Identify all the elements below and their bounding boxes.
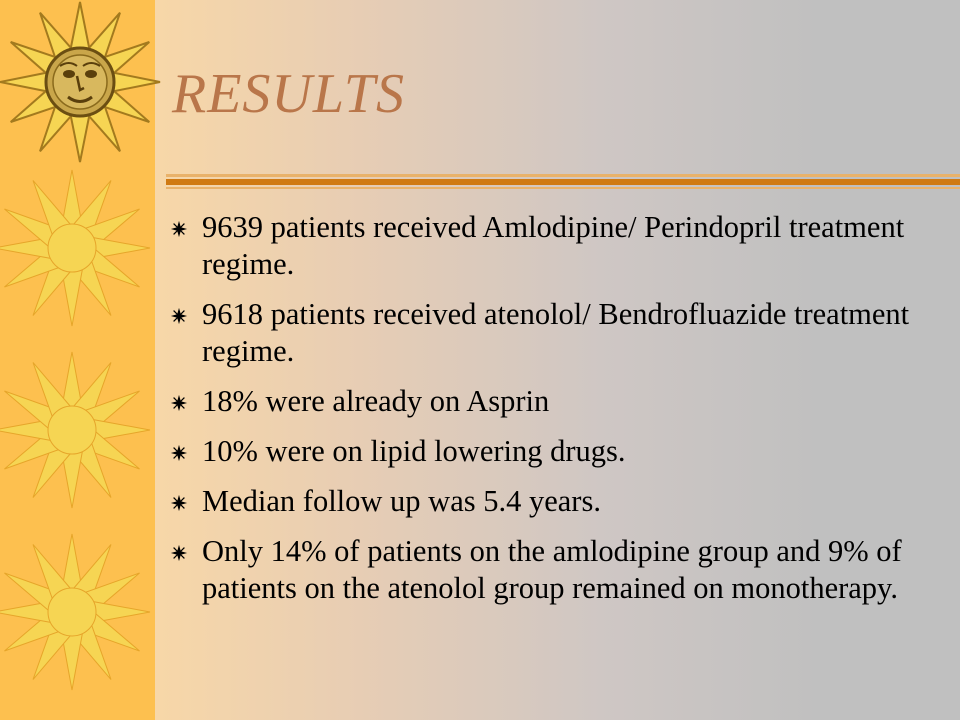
sun-decorations (0, 0, 170, 720)
bullet-item (168, 296, 938, 370)
bullet-text: Only 14% of patients on the amlodipine group and 9% of patients on the atenolol group remained on monotherapy. (202, 534, 902, 605)
sun-icon (0, 352, 150, 508)
bullet-text: 10% were on lipid lowering drugs. (202, 434, 626, 468)
star-bullet-icon (170, 394, 188, 412)
sun-icon (0, 170, 150, 326)
bullet-text: 9618 patients received atenolol/ Bendrofluazide treatment regime. (202, 297, 910, 368)
slide-title: RESULTS (172, 63, 406, 125)
bullet-item (168, 383, 938, 420)
bullet-text: Median follow up was 5.4 years. (202, 484, 601, 518)
bullet-item (168, 433, 938, 470)
sun-icon (0, 534, 150, 690)
results-bullet-list (168, 209, 938, 620)
bullet-item (168, 483, 938, 520)
sun-face-icon (0, 2, 160, 162)
bullet-item (168, 533, 938, 607)
star-bullet-icon (170, 444, 188, 462)
star-bullet-icon (170, 494, 188, 512)
title-divider (166, 174, 960, 190)
star-bullet-icon (170, 220, 188, 238)
bullet-text: 9639 patients received Amlodipine/ Perindopril treatment regime. (202, 210, 905, 281)
star-bullet-icon (170, 307, 188, 325)
bullet-item (168, 209, 938, 283)
bullet-text: 18% were already on Asprin (202, 384, 550, 418)
star-bullet-icon (170, 544, 188, 562)
